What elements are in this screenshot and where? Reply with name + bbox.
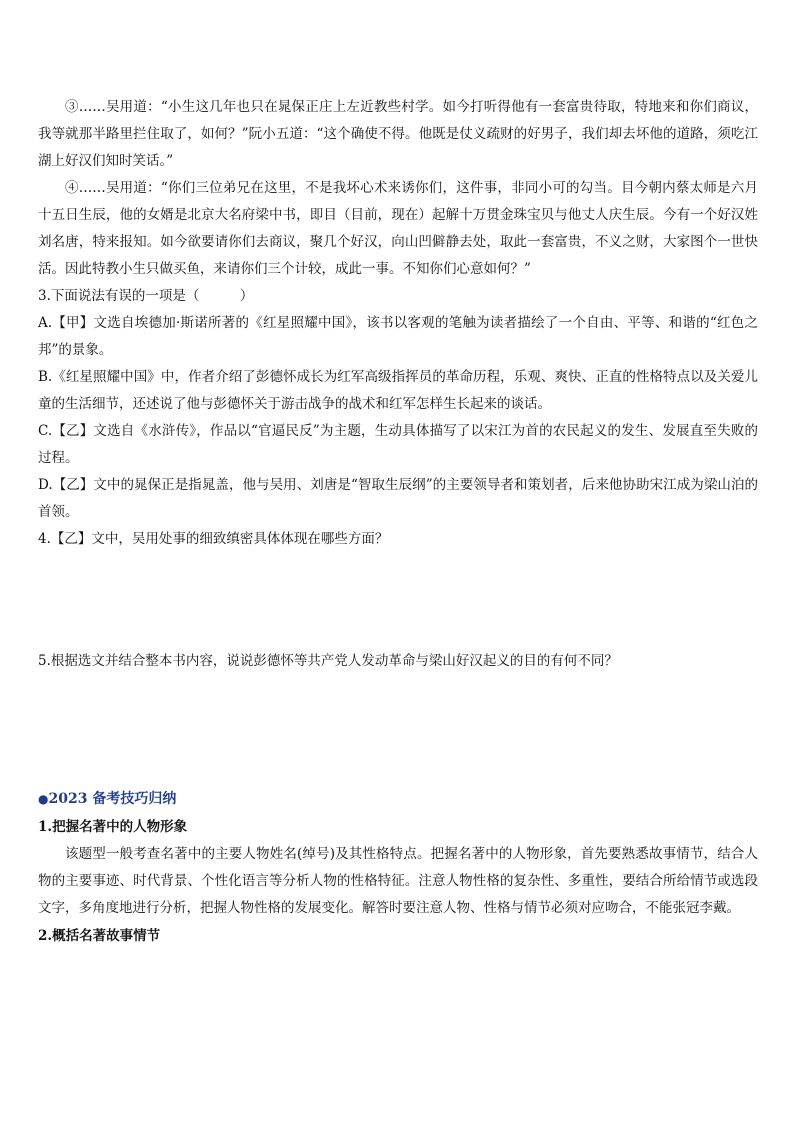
question-3-option-c: C.【乙】文选自《水浒传》，作品以“官逼民反”为主题，生动具体描写了以宋江为首的农民起义的发生、发展直至失败的过程。: [38, 423, 758, 466]
subheading-1-text: 该题型一般考查名著中的主要人物姓名(绰号)及其性格特点。把握名著中的人物形象，首先要熟悉故事情节，结合人物的主要事迹、时代背景、个性化语言等分析人物的性格特征。注意人物性格的复杂性、多重性，要结合所给情节或选段文字，多角度地进行分析，把握人物性格的发展变化。解答时要注意人物、性格与情节必须对应吻合，不能张冠李戴。: [38, 846, 758, 916]
answer-space-q5: [38, 675, 758, 785]
subheading-2: 2.概括名著故事情节: [38, 928, 161, 944]
section-title-text: 2023 备考技巧归纳: [48, 791, 177, 807]
question-3-option-b: B.《红星照耀中国》中，作者介绍了彭德怀成长为红军高级指挥员的革命历程，乐观、爽快、正直的性格特点以及关爱儿童的生活细节，还述说了他与彭德怀关于游击战争的战术和红军怎样生长起来的谈话。: [38, 369, 758, 412]
section-title: [38, 785, 758, 813]
question-3-stem: 3.下面说法有误的一项是（ ）: [38, 288, 254, 304]
document-page: [38, 94, 758, 950]
bullet-icon: ●: [38, 792, 49, 806]
question-4: 4.【乙】文中，吴用处事的细致缜密具体体现在哪些方面？: [38, 531, 389, 547]
question-3-option-d: D.【乙】文中的晁保正是指晁盖，他与吴用、刘唐是“智取生辰纲”的主要领导者和策划者，后来他协助宋江成为梁山泊的首领。: [38, 477, 758, 520]
question-5: 5.根据选文并结合整本书内容，说说彭德怀等共产党人发动革命与梁山好汉起义的目的有何不同？: [38, 653, 618, 669]
passage-paragraph-4: ④……吴用道：“你们三位弟兄在这里，不是我坏心术来诱你们，这件事，非同小可的勾当。目今朝内蔡太师是六月十五日生辰，他的女婿是北京大名府梁中书，即目（目前，现在）起解十万贯金珠宝贝与他丈人庆生辰。今有一个好汉姓刘名唐，特来报知。如今欲要请你们去商议，聚几个好汉，向山凹僻静去处，取此一套富贵，不义之财，大家图个一世快活。因此特教小生只做买鱼，来请你们三个计较，成此一事。不知你们心意如何？”: [38, 180, 758, 277]
answer-space-q4: [38, 553, 758, 648]
question-3-option-a: A.【甲】文选自埃德加·斯诺所著的《红星照耀中国》，该书以客观的笔触为读者描绘了一个自由、平等、和谐的“红色之邦”的景象。: [38, 315, 758, 358]
passage-paragraph-3: ③……吴用道：“小生这几年也只在晁保正庄上左近教些村学。如今打听得他有一套富贵待取，特地来和你们商议，我等就那半路里拦住取了，如何？”阮小五道：“这个确使不得。他既是仗义疏财的好男子，我们却去坏他的道路，须吃江湖上好汉们知时笑话。”: [38, 99, 758, 169]
subheading-1: 1.把握名著中的人物形象: [38, 819, 188, 835]
